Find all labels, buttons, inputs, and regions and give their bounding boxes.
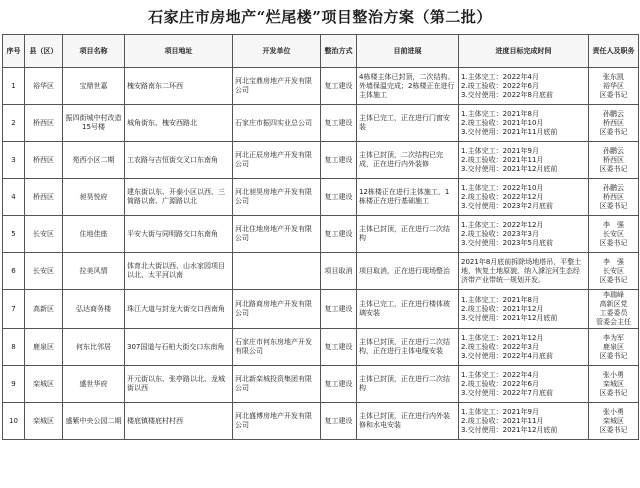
cell-no: 9 xyxy=(3,366,25,403)
cell-progress: 主体已封顶，正在进行二次结构 xyxy=(357,366,459,403)
table-row xyxy=(3,290,639,329)
cell-no: 8 xyxy=(3,329,25,366)
cell-district: 长安区 xyxy=(25,253,63,290)
cell-owner xyxy=(589,216,639,253)
cell-project-name: 盛世华府 xyxy=(63,366,125,403)
owner-line: 高新区党 xyxy=(599,300,628,308)
schedule-line: 3.交付使用：2022年4月底前 xyxy=(461,351,553,360)
cell-progress: 主体已封顶，正在进行二次结构，正在进行主体电缆安装 xyxy=(357,329,459,366)
table-row xyxy=(3,253,639,290)
header-progress: 目前进展 xyxy=(357,35,459,68)
owner-line: 孙鹏云 xyxy=(603,183,624,192)
schedule-line: 2.竣工验收：2021年12月 xyxy=(461,304,544,313)
table-row xyxy=(3,329,639,366)
schedule-line: 1.主体完工：2021年8月 xyxy=(461,295,539,304)
cell-address: 建东街以东、开泰小区以西、三简路以南、广源路以北 xyxy=(125,179,233,216)
header-no: 序号 xyxy=(3,35,25,68)
cell-address: 城角街东、槐安西路北 xyxy=(125,105,233,142)
schedule-line: 1.主体完工：2021年9月 xyxy=(461,407,539,416)
owner-line: 李为军 xyxy=(603,333,624,342)
cell-project-name: 苑西小区二期 xyxy=(63,142,125,179)
schedule-line: 3.交付使用：2021年12月底前 xyxy=(461,425,558,434)
cell-schedule xyxy=(459,403,589,440)
schedule-line: 3.交付使用：2021年11月底前 xyxy=(461,127,558,136)
cell-project-name: 昶昊悦府 xyxy=(63,179,125,216)
cell-address: 工农路与吉恒街交叉口东南角 xyxy=(125,142,233,179)
owner-line: 张东凯 xyxy=(603,72,624,81)
schedule-line: 3.交付使用：2023年2月底前 xyxy=(461,201,553,210)
cell-progress: 4栋楼主体已封顶，二次结构、外墙保温完成；2栋楼正在进行主体施工 xyxy=(357,68,459,105)
cell-address: 平安大街与同明路交口东南角 xyxy=(125,216,233,253)
owner-line: 孙鹏云 xyxy=(603,146,624,155)
cell-schedule xyxy=(459,216,589,253)
owner-line: 孙鹏云 xyxy=(603,109,624,118)
cell-no: 6 xyxy=(3,253,25,290)
cell-schedule xyxy=(459,290,589,329)
cell-owner xyxy=(589,403,639,440)
cell-progress: 主体已封顶，正在进行内外装修和水电安装 xyxy=(357,403,459,440)
cell-schedule xyxy=(459,329,589,366)
cell-owner xyxy=(589,329,639,366)
schedule-line: 2.竣工验收：2022年6月 xyxy=(461,81,539,90)
owner-line: 李瑞峰 xyxy=(603,291,624,299)
cell-mode: 复工建设 xyxy=(321,366,357,403)
header-mode: 整治方式 xyxy=(321,35,357,68)
owner-line: 区委书记 xyxy=(599,238,628,247)
cell-mode: 复工建设 xyxy=(321,329,357,366)
cell-district: 裕华区 xyxy=(25,68,63,105)
table-row xyxy=(3,403,639,440)
cell-district: 栾城区 xyxy=(25,403,63,440)
cell-mode: 复工建设 xyxy=(321,179,357,216)
cell-developer: 河北正辰房地产开发有限公司 xyxy=(233,142,321,179)
cell-schedule xyxy=(459,179,589,216)
owner-line: 裕华区 xyxy=(603,81,624,90)
schedule-line: 2.竣工验收：2022年3月 xyxy=(461,342,539,351)
header-owner: 责任人及职务 xyxy=(589,35,639,68)
cell-address: 体育北大街以西、山水家园项目以北、太平河以南 xyxy=(125,253,233,290)
cell-no: 1 xyxy=(3,68,25,105)
cell-developer: 河北新栾城投资集团有限公司 xyxy=(233,366,321,403)
schedule-line: 1.主体完工：2022年12月 xyxy=(461,220,544,229)
cell-no: 4 xyxy=(3,179,25,216)
table-row xyxy=(3,366,639,403)
schedule-line: 3.交付使用：2021年12月底前 xyxy=(461,164,558,173)
table-header-row xyxy=(3,35,639,68)
owner-line: 区委书记 xyxy=(599,201,628,210)
schedule-line: 1.主体完工：2021年8月 xyxy=(461,109,539,118)
cell-schedule xyxy=(459,68,589,105)
owner-line: 长安区 xyxy=(603,266,624,275)
cell-owner xyxy=(589,68,639,105)
cell-address: 槐安路南东二环西 xyxy=(125,68,233,105)
schedule-line: 2021年8月底前拆除场地塔吊，平整土地，恢复土地原貌，纳入滹沱河生态经济带产业带统一规划开发。 xyxy=(461,257,582,284)
cell-progress: 项目取消，正在进行现场整治 xyxy=(357,253,459,290)
cell-developer: 石家庄市何东房地产开发有限公司 xyxy=(233,329,321,366)
cell-district: 高新区 xyxy=(25,290,63,329)
schedule-line: 2.竣工验收：2022年6月 xyxy=(461,379,539,388)
cell-owner xyxy=(589,105,639,142)
schedule-line: 2.竣工验收：2021年11月 xyxy=(461,155,544,164)
cell-developer: 石家庄市振四实业总公司 xyxy=(233,105,321,142)
header-address: 项目地址 xyxy=(125,35,233,68)
cell-project-name: 何东比邻居 xyxy=(63,329,125,366)
cell-no: 7 xyxy=(3,290,25,329)
cell-schedule xyxy=(459,105,589,142)
cell-mode: 复工建设 xyxy=(321,290,357,329)
cell-mode: 项目取消 xyxy=(321,253,357,290)
cell-developer: 河北宝鼎房地产开发有限公司 xyxy=(233,68,321,105)
owner-line: 区委书记 xyxy=(599,388,628,397)
schedule-line: 2.竣工验收：2021年11月 xyxy=(461,416,544,425)
owner-line: 张小勇 xyxy=(603,407,624,416)
cell-project-name: 盛紫中央公园二期 xyxy=(63,403,125,440)
cell-mode: 复工建设 xyxy=(321,142,357,179)
cell-mode: 复工建设 xyxy=(321,403,357,440)
owner-line: 桥西区 xyxy=(603,155,624,164)
owner-line: 区委书记 xyxy=(599,275,628,284)
table-row xyxy=(3,105,639,142)
schedule-line: 2.竣工验收：2023年3月 xyxy=(461,229,539,238)
cell-schedule xyxy=(459,142,589,179)
owner-line: 工委委员 xyxy=(599,309,628,317)
schedule-line: 1.主体完工：2022年10月 xyxy=(461,183,544,192)
cell-district: 栾城区 xyxy=(25,366,63,403)
schedule-line: 3.交付使用：2022年7月底前 xyxy=(461,388,553,397)
cell-district: 桥西区 xyxy=(25,179,63,216)
owner-line: 区委书记 xyxy=(599,164,628,173)
cell-developer: 河北路商房地产开发有限公司 xyxy=(233,290,321,329)
schedule-line: 3.交付使用：2022年8月底前 xyxy=(461,90,553,99)
cell-district: 桥西区 xyxy=(25,142,63,179)
owner-line: 区委书记 xyxy=(599,90,628,99)
owner-line: 李 强 xyxy=(603,220,624,229)
cell-mode: 复工建设 xyxy=(321,216,357,253)
cell-address: 307国道与石柏大街交口东南角 xyxy=(125,329,233,366)
cell-progress: 主体已封顶，正在进行二次结构 xyxy=(357,216,459,253)
cell-mode: 复工建设 xyxy=(321,105,357,142)
cell-owner xyxy=(589,179,639,216)
schedule-line: 1.主体完工：2021年9月 xyxy=(461,146,539,155)
cell-developer: 河北盛博房地产开发有限公司 xyxy=(233,403,321,440)
owner-line: 长安区 xyxy=(603,229,624,238)
cell-owner xyxy=(589,366,639,403)
owner-line: 区委书记 xyxy=(599,425,628,434)
schedule-line: 3.交付使用：2021年12月底前 xyxy=(461,313,558,322)
cell-mode: 复工建设 xyxy=(321,68,357,105)
schedule-line: 1.主体完工：2021年12月 xyxy=(461,333,544,342)
owner-line: 区委书记 xyxy=(599,351,628,360)
cell-project-name: 宝鼎世嘉 xyxy=(63,68,125,105)
cell-developer: 河北住地房地产开发有限公司 xyxy=(233,216,321,253)
cell-progress: 12栋楼正在进行主体施工，1栋楼正在进行基础施工 xyxy=(357,179,459,216)
owner-line: 桥西区 xyxy=(603,118,624,127)
cell-project-name: 住地佳座 xyxy=(63,216,125,253)
document-title: 石家庄市房地产“烂尾楼”项目整治方案（第二批） xyxy=(148,8,492,26)
table-row xyxy=(3,142,639,179)
cell-progress: 主体已封顶，二次结构已完成，正在进行内外装修 xyxy=(357,142,459,179)
cell-owner xyxy=(589,142,639,179)
cell-no: 5 xyxy=(3,216,25,253)
cell-district: 长安区 xyxy=(25,216,63,253)
header-schedule: 进度目标完成时间 xyxy=(459,35,589,68)
cell-owner xyxy=(589,253,639,290)
header-district: 县（区） xyxy=(25,35,63,68)
owner-line: 桥西区 xyxy=(603,192,624,201)
owner-line: 栾城区 xyxy=(603,379,624,388)
table-body xyxy=(3,68,639,440)
owner-line: 管委会主任 xyxy=(596,318,631,326)
header-name: 项目名称 xyxy=(63,35,125,68)
cell-district: 桥西区 xyxy=(25,105,63,142)
owner-line: 张小勇 xyxy=(603,370,624,379)
cell-developer xyxy=(233,253,321,290)
cell-project-name: 弘达商务楼 xyxy=(63,290,125,329)
owner-line: 栾城区 xyxy=(603,416,624,425)
schedule-line: 1.主体完工：2022年4月 xyxy=(461,370,539,379)
owner-line: 区委书记 xyxy=(599,127,628,136)
schedule-line: 2.竣工验收：2022年12月 xyxy=(461,192,544,201)
schedule-line: 3.交付使用：2023年5月底前 xyxy=(461,238,553,247)
cell-no: 10 xyxy=(3,403,25,440)
cell-project-name: 振四街城中村改造15号楼 xyxy=(63,105,125,142)
schedule-line: 1.主体完工：2022年4月 xyxy=(461,72,539,81)
schedule-line: 2.竣工验收：2021年10月 xyxy=(461,118,544,127)
cell-schedule xyxy=(459,366,589,403)
cell-project-name: 拉美风情 xyxy=(63,253,125,290)
cell-district: 鹿泉区 xyxy=(25,329,63,366)
cell-address: 珠江大道与封龙大街交口西南角 xyxy=(125,290,233,329)
cell-no: 3 xyxy=(3,142,25,179)
cell-no: 2 xyxy=(3,105,25,142)
cell-progress: 主体已完工，正在进行门窗安装 xyxy=(357,105,459,142)
cell-owner xyxy=(589,290,639,329)
cell-progress: 主体已完工，正在进行楼体玻璃安装 xyxy=(357,290,459,329)
cell-schedule xyxy=(459,253,589,290)
cell-developer: 河北昶昊房地产开发有限公司 xyxy=(233,179,321,216)
header-developer: 开发单位 xyxy=(233,35,321,68)
project-table xyxy=(2,34,639,440)
owner-line: 李 强 xyxy=(603,257,624,266)
cell-address: 开元街以东、张亭路以北、龙城街以西 xyxy=(125,366,233,403)
table-row xyxy=(3,68,639,105)
table-row xyxy=(3,179,639,216)
cell-address: 楼底镇楼底村村西 xyxy=(125,403,233,440)
table-row xyxy=(3,216,639,253)
owner-line: 鹿泉区 xyxy=(603,342,624,351)
